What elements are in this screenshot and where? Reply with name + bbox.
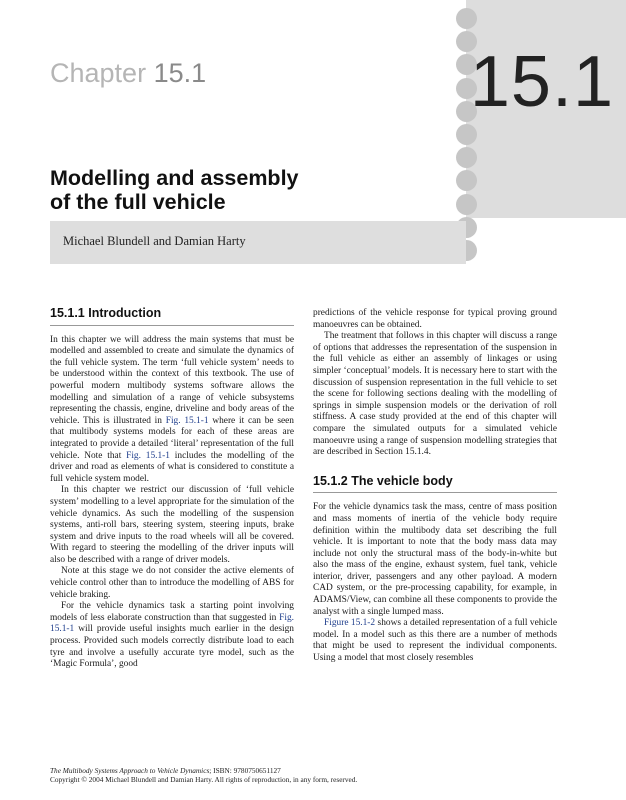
- author-box: [50, 221, 466, 264]
- dot-decoration: [456, 194, 477, 215]
- paragraph: [313, 618, 557, 664]
- text-run: In this chapter we will address the main systems that must be modelled and assembled to create and simulate the dynamics of the full vehicle system. The term ‘full vehicle system’ needs to be understood within the context of this textbook. The use of powerful modern multibody systems software allows the modelling and simulation of a range of vehicle subsystems representing the chassis, engine, driveline and body areas of the vehicle. This is illustrated in: [50, 334, 294, 426]
- section-heading: 15.1.2 The vehicle body: [313, 476, 557, 494]
- page-footer: [50, 766, 357, 785]
- authors: Michael Blundell and Damian Harty: [63, 234, 246, 248]
- text-run: will provide useful insights much earlier in the design process. Provided such models correctly distribute load to each tyre and involve a usefully accurate tyre model, such as the ‘Magic Formula’, good: [50, 624, 294, 670]
- paragraph: Note at this stage we do not consider the active elements of vehicle control other than to introduce the modelling of ABS for vehicle braking.: [50, 566, 294, 600]
- dot-decoration: [456, 8, 477, 29]
- paragraph: predictions of the vehicle response for typical proving ground manoeuvres can be obtained.: [313, 308, 557, 330]
- text-run: where it can be seen that multibody systems models for each of these areas are integrated to provide a detailed ‘literal’ representation of the full vehicle. Note that: [50, 415, 294, 461]
- chapter-word: Chapter: [50, 58, 147, 88]
- figure-link[interactable]: Figure 15.1-2: [324, 618, 376, 629]
- book-title: The Multibody Systems Approach to Vehicle Dynamics: [50, 766, 210, 775]
- chapter-number: 15.1: [153, 58, 207, 88]
- dot-decoration: [456, 170, 477, 191]
- text-run: For the vehicle dynamics task a starting point involving models of less elaborate construction than that suggested in: [50, 601, 294, 623]
- text-run: includes the modelling of the driver and road as elements of what is considered to constitute a full vehicle system model.: [50, 450, 294, 484]
- section-heading: 15.1.1 Introduction: [50, 308, 294, 326]
- paragraph: The treatment that follows in this chapter will discuss a range of options that addresses the representation of the suspension in the full vehicle as either an assembly of linkages or using simpler ‘conceptual’ models. It is necessary here to start with the discussion of suspension representation in the full vehicle to set the scene for following sections dealing with the modelling of springs in simple suspension models or the derivation of roll stiffness. A case study provided at the end of this chapter will compare the simulated outputs for a simulated vehicle manoeuvre using a range of suspension modelling strategies that are described in Section 15.1.4.: [313, 331, 557, 458]
- chapter-title-line: Modelling and assembly: [50, 166, 299, 190]
- figure-link[interactable]: Fig. 15.1-1: [50, 612, 294, 635]
- chapter-big-number: 15.1: [469, 42, 614, 122]
- chapter-title: [50, 166, 380, 214]
- paragraph: In this chapter we restrict our discussion of ‘full vehicle system’ modelling to a level appropriate for the simulation of the vehicle dynamics. As such the modelling of the suspension systems, anti-roll bars, steering system, steering inputs, brake system and drive inputs to the road wheels will all be covered. With regard to steering the modelling of the driver inputs will also be described with a range of driver models.: [50, 485, 294, 565]
- copyright: Copyright © 2004 Michael Blundell and Damian Harty. All rights of reproduction, in any form, reserved.: [50, 775, 358, 785]
- paragraph: For the vehicle dynamics task the mass, centre of mass position and mass moments of inertia of the vehicle body require definition within the multibody data set describing the full vehicle. It is important to note that the body mass data may include not only the structural mass of the body-in-white but also the mass of the engine, exhaust system, fuel tank, vehicle interior, driver, passengers and any other payload. A modern CAD system, or the pre-processing capability, for example, in ADAMS/View, can combine all these components to provide the analyst with a single lumped mass.: [313, 502, 557, 617]
- left-column: [50, 308, 294, 671]
- chapter-title-line: of the full vehicle: [50, 190, 226, 214]
- dot-decoration: [456, 124, 477, 145]
- figure-link[interactable]: Fig. 15.1-1: [126, 450, 170, 461]
- text-run: shows a detailed representation of a full vehicle model. In a model such as this there are a number of methods that might be used to represent the individual components. Using a model that most closely resembles: [313, 618, 557, 664]
- figure-link[interactable]: Fig. 15.1-1: [165, 415, 209, 426]
- paragraph: [50, 601, 294, 671]
- paragraph: [50, 335, 294, 486]
- isbn: ; ISBN: 9780750651127: [209, 766, 281, 775]
- right-column: [313, 308, 557, 665]
- dot-decoration: [456, 147, 477, 168]
- chapter-label: [50, 58, 206, 89]
- footer-citation: [50, 766, 357, 775]
